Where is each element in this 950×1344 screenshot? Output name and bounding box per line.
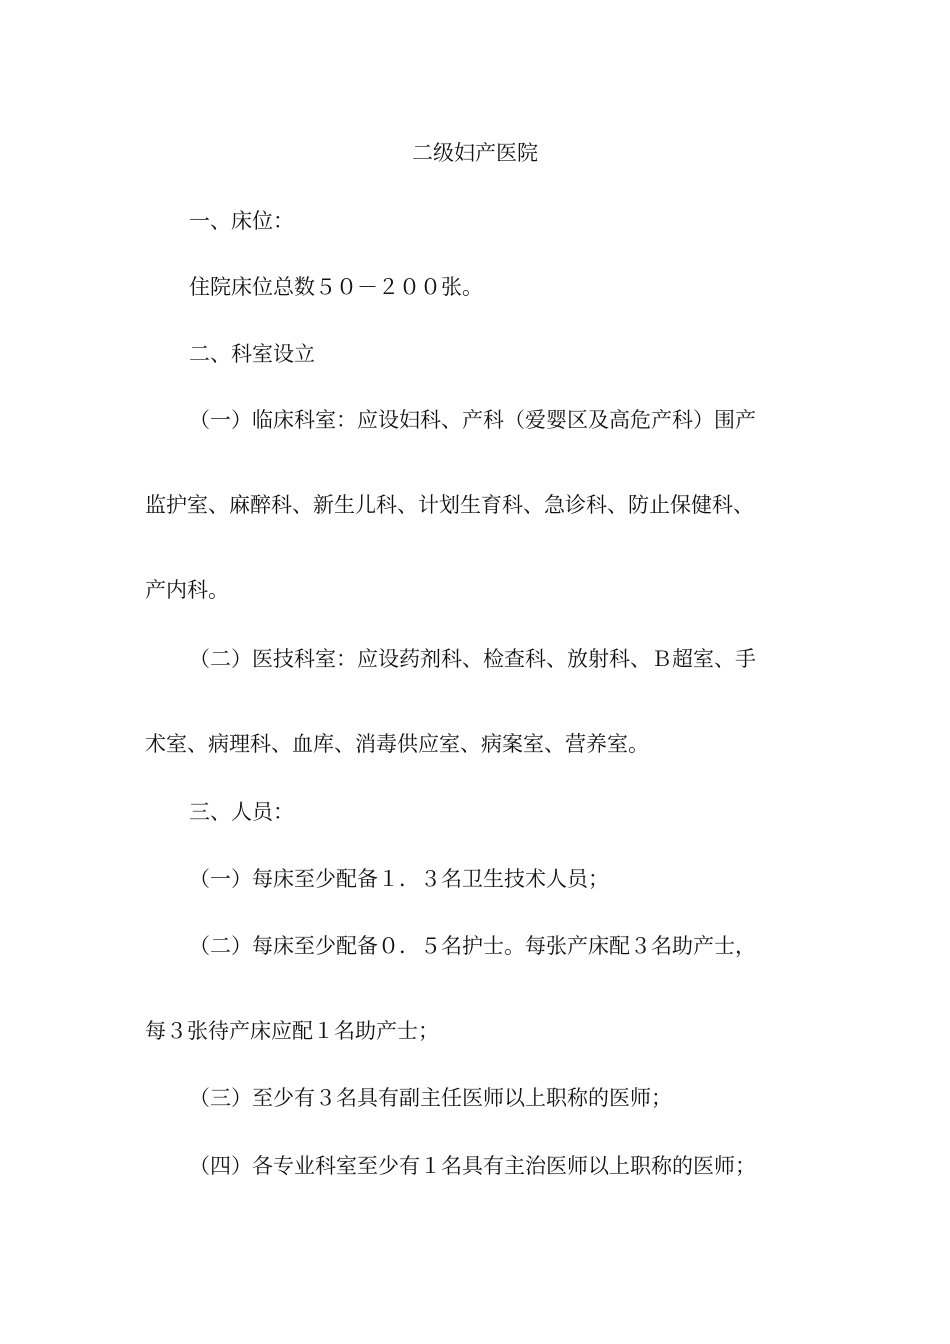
paragraph-staff-item-3: （三）至少有３名具有副主任医师以上职称的医师； [189, 1086, 672, 1110]
paragraph-staff-item-2-line-2: 每３张待产床应配１名助产士； [145, 1019, 439, 1043]
section-heading-departments: 二、科室设立 [189, 342, 315, 366]
paragraph-staff-item-2-line-1: （二）每床至少配备０．５名护士。每张产床配３名助产士， [189, 934, 756, 958]
paragraph-clinical-line-1: （一）临床科室：应设妇科、产科（爱婴区及高危产科）围产 [189, 408, 756, 432]
paragraph-staff-item-4: （四）各专业科室至少有１名具有主治医师以上职称的医师； [189, 1154, 756, 1178]
section-heading-staff: 三、人员： [189, 800, 294, 824]
section-heading-beds: 一、床位： [189, 209, 294, 233]
paragraph-clinical-line-3: 产内科。 [145, 578, 229, 602]
document-title: 二级妇产医院 [412, 141, 538, 165]
paragraph-medtech-line-2: 术室、病理科、血库、消毒供应室、病案室、营养室。 [145, 732, 649, 756]
paragraph-clinical-line-2: 监护室、麻醉科、新生儿科、计划生育科、急诊科、防止保健科、 [145, 493, 754, 517]
paragraph-medtech-line-1: （二）医技科室：应设药剂科、检查科、放射科、Ｂ超室、手 [189, 647, 756, 671]
paragraph-bed-count: 住院床位总数５０－２００张。 [189, 275, 483, 299]
paragraph-staff-item-1: （一）每床至少配备１．３名卫生技术人员； [189, 867, 609, 891]
